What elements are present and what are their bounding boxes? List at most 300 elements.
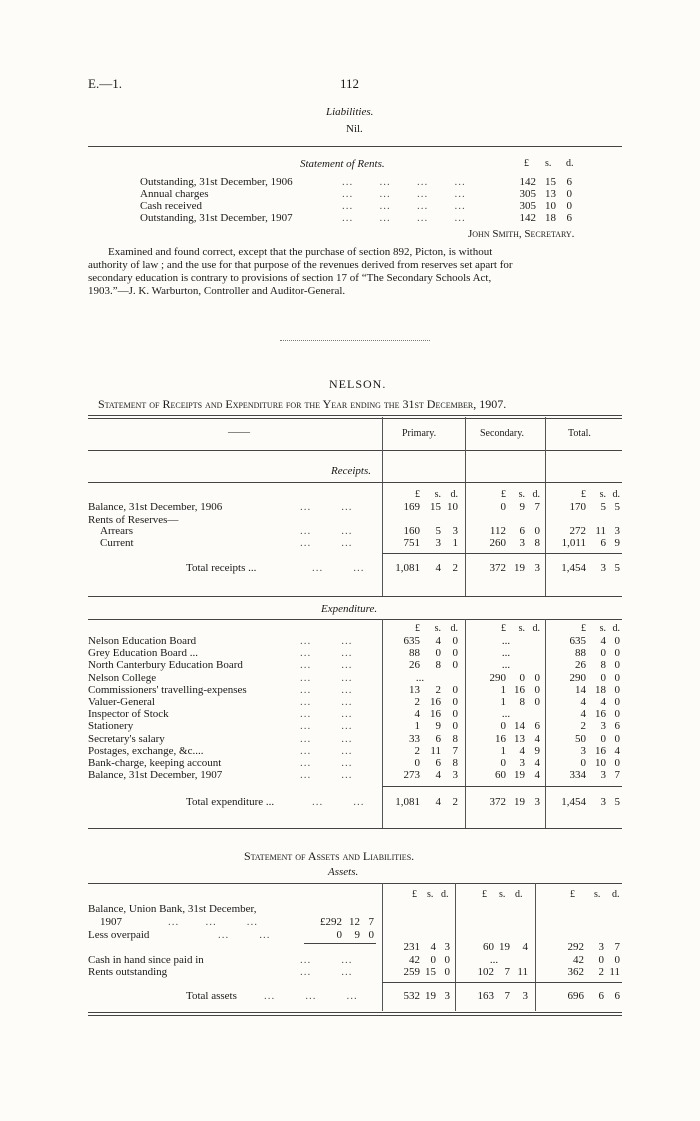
receipts-row-label: Rents of Reserves— <box>88 514 179 526</box>
expenditure-row-label: Balance, 31st December, 1907 <box>88 769 223 782</box>
receipts-total-pounds: 272 <box>569 525 586 537</box>
rents-col-shillings: s. <box>545 158 552 169</box>
auditor-note-line1: Examined and found correct, except that the purchase of section 892, Picton, is without <box>108 246 493 258</box>
auditor-note-line3: secondary education is contrary to provisions of section 17 of “The Secondary Schools Act, <box>88 272 492 284</box>
expenditure-row-label: Valuer-General <box>88 696 155 708</box>
receipts-row-label: Arrears <box>100 525 133 537</box>
expenditure-total-pence: 0 <box>614 647 620 660</box>
rents-row-label: Annual charges <box>140 188 209 200</box>
expenditure-secondary-pence: 0 <box>534 683 540 696</box>
liabilities-heading: Liabilities. <box>326 106 374 118</box>
receipts-total-secondary-pounds: 372 <box>489 562 506 574</box>
expenditure-total-pounds: 334 <box>569 769 586 782</box>
rents-row-pence: 0 <box>566 188 572 200</box>
expenditure-total-secondary-shillings: 19 <box>514 796 525 808</box>
expenditure-secondary-pounds: 1 <box>500 683 506 696</box>
receipts-row-dots: ... ... <box>300 501 353 513</box>
assets-total-shillings: 0 <box>598 954 604 966</box>
receipts-row-label: Current <box>100 537 134 549</box>
rents-row-shillings: 15 <box>545 176 556 188</box>
expenditure-primary-pence: 0 <box>452 683 458 696</box>
assets-total-dots: ... ... ... <box>264 990 358 1002</box>
receipts-s-shillings-symbol: s. <box>518 489 525 500</box>
expenditure-total-pence: 4 <box>614 744 620 757</box>
expenditure-secondary-pence: 4 <box>534 732 540 745</box>
receipts-total-pounds: 170 <box>569 501 586 513</box>
assets-total-secondary-pence: 3 <box>522 990 528 1002</box>
expenditure-total-shillings: 10 <box>595 757 606 769</box>
assets-total-pence: 7 <box>614 941 620 953</box>
expenditure-total-shillings: 0 <box>600 647 606 660</box>
assets-total-total-shillings: 6 <box>598 990 604 1002</box>
expenditure-total-total-pounds: 1,454 <box>561 796 586 808</box>
receipts-total-primary-pence: 2 <box>452 562 458 574</box>
assets-heading: Assets. <box>328 866 359 878</box>
expenditure-total-shillings: 4 <box>600 696 606 708</box>
expenditure-row-label: Inspector of Stock <box>88 708 169 721</box>
assets-less-dots: ... ... <box>218 929 271 941</box>
assets-total-pounds: 362 <box>567 966 584 978</box>
expenditure-primary-pence: 8 <box>452 757 458 769</box>
page-bottom-rule <box>88 1012 622 1016</box>
assets-total-pence: 0 <box>614 954 620 966</box>
assets-total-pounds: 42 <box>573 954 584 966</box>
expenditure-row-label: Bank-charge, keeping account <box>88 757 222 769</box>
assets-row-label: Cash in hand since paid in <box>88 954 204 966</box>
receipts-row-dots: ... ... <box>300 525 353 537</box>
auditor-note-line2: authority of law ; and the use for that purpose of the revenues derived from reserves set apart for <box>88 259 513 271</box>
assets-primary-pounds: 259 <box>403 966 420 978</box>
rents-row-pence: 0 <box>566 200 572 212</box>
assets-total-label: Total assets <box>186 990 237 1002</box>
receipts-s-pence-symbol: d. <box>532 489 540 500</box>
expenditure-row-label: Commissioners' travelling-expenses <box>88 683 247 696</box>
expenditure-secondary-pence: 0 <box>534 696 540 708</box>
expenditure-total-pence: 0 <box>614 696 620 708</box>
expenditure-secondary-pounds: ... <box>501 659 511 672</box>
expenditure-total-total-pence: 5 <box>614 796 620 808</box>
receipts-total-rule <box>382 553 622 554</box>
expenditure-total-total-shillings: 3 <box>600 796 606 808</box>
assets-primary-pence: 3 <box>444 941 450 953</box>
col-primary: Primary. <box>402 428 437 439</box>
rents-row-label: Outstanding, 31st December, 1907 <box>140 212 293 224</box>
assets-primary-pence: 0 <box>444 966 450 978</box>
expenditure-primary-pounds: 1 <box>414 720 420 733</box>
expenditure-total-rule <box>382 786 622 787</box>
expenditure-row-dots: ... ... <box>300 708 353 721</box>
nelson-subtitle: Statement of Receipts and Expenditure for the Year ending the 31st December, 1907. <box>98 397 507 411</box>
expenditure-bottom-rule <box>88 828 622 829</box>
expenditure-t-pence-symbol: d. <box>612 623 620 634</box>
expenditure-total-shillings: 3 <box>600 769 606 782</box>
assets-total-total-pounds: 696 <box>567 990 584 1002</box>
assets-less-pounds: 0 <box>336 929 342 941</box>
expenditure-row-dots: ... ... <box>300 647 353 660</box>
expenditure-total-pence: 0 <box>614 732 620 745</box>
expenditure-row <box>0 733 700 746</box>
receipts-total-primary-pounds: 1,081 <box>395 562 420 574</box>
expenditure-heading: Expenditure. <box>321 603 378 615</box>
expenditure-row-dots: ... ... <box>300 757 353 769</box>
expenditure-primary-pounds: 13 <box>409 683 420 696</box>
expenditure-secondary-pounds: 60 <box>495 769 506 782</box>
expenditure-row <box>0 708 700 721</box>
expenditure-total-pence: 0 <box>614 683 620 696</box>
liabilities-value: Nil. <box>346 123 363 135</box>
assets-total-shillings: 3 <box>598 941 604 953</box>
receipts-total-total-pence: 5 <box>614 562 620 574</box>
receipts-total-row <box>0 562 700 575</box>
expenditure-secondary-shillings: 16 <box>514 683 525 696</box>
table-top-rule <box>88 415 622 419</box>
header-bottom-rule <box>88 450 622 451</box>
rents-row-shillings: 13 <box>545 188 556 200</box>
receipts-t-pounds-symbol: £ <box>581 489 586 500</box>
receipts-bottom-rule <box>88 596 622 597</box>
expenditure-row <box>0 769 700 782</box>
expenditure-total-pounds: 290 <box>569 671 586 684</box>
receipts-total-pence: 5 <box>614 501 620 513</box>
expenditure-primary-pence: 0 <box>452 708 458 721</box>
rents-row-pounds: 142 <box>519 212 536 224</box>
assets-top-rule <box>88 883 622 884</box>
receipts-secondary-pence: 8 <box>534 537 540 549</box>
expenditure-secondary-pounds: 1 <box>500 696 506 708</box>
expenditure-row-dots: ... ... <box>300 720 353 733</box>
assets-s-pounds: £ <box>482 889 487 900</box>
rule-top <box>88 146 622 147</box>
receipts-row-dots: ... ... <box>300 537 353 549</box>
expenditure-heading-rule <box>88 619 622 620</box>
expenditure-t-pounds-symbol: £ <box>581 623 586 634</box>
assets-title: Statement of Assets and Liabilities. <box>244 849 415 863</box>
expenditure-row-dots: ... ... <box>300 769 353 782</box>
assets-secondary-pounds: ... <box>489 954 499 966</box>
expenditure-primary-pounds: 2 <box>414 744 420 757</box>
expenditure-primary-shillings: 4 <box>435 635 441 647</box>
page-number: 112 <box>340 76 360 91</box>
receipts-secondary-pence: 0 <box>534 525 540 537</box>
nelson-heading: NELSON. <box>329 377 387 391</box>
expenditure-primary-shillings: 16 <box>430 708 441 721</box>
expenditure-primary-pence: 8 <box>452 732 458 745</box>
expenditure-secondary-pence: 9 <box>534 744 540 757</box>
expenditure-row-label: Grey Education Board ... <box>88 647 198 660</box>
assets-total-primary-shillings: 19 <box>425 990 436 1002</box>
expenditure-total-row <box>0 796 700 809</box>
page-ref: E.—1. <box>88 76 122 91</box>
expenditure-secondary-pounds: 1 <box>500 744 506 757</box>
assets-year-dots: ... ... ... <box>168 916 258 928</box>
expenditure-s-shillings-symbol: s. <box>518 623 525 634</box>
expenditure-secondary-pounds: ... <box>501 635 511 647</box>
assets-balance-year: 1907 <box>100 916 122 928</box>
expenditure-total-secondary-pence: 3 <box>534 796 540 808</box>
expenditure-primary-pence: 0 <box>452 635 458 647</box>
receipts-s-pounds-symbol: £ <box>501 489 506 500</box>
auditor-note-line4: 1903.”—J. K. Warburton, Controller and Auditor-General. <box>88 285 346 297</box>
expenditure-row-label: Nelson Education Board <box>88 635 197 647</box>
label-column-dash: —— <box>228 426 250 438</box>
expenditure-primary-pounds: 88 <box>409 647 420 660</box>
expenditure-primary-pence: 0 <box>452 647 458 660</box>
expenditure-p-pounds-symbol: £ <box>415 623 420 634</box>
expenditure-secondary-shillings: 4 <box>519 744 525 757</box>
assets-secondary-pence: 4 <box>522 941 528 953</box>
expenditure-row <box>0 720 700 733</box>
expenditure-primary-pounds: 33 <box>409 732 420 745</box>
expenditure-secondary-pounds: ... <box>501 708 511 721</box>
expenditure-secondary-pence: 6 <box>534 720 540 733</box>
expenditure-primary-pounds: 273 <box>403 769 420 782</box>
receipts-secondary-pounds: 0 <box>500 501 506 513</box>
receipts-secondary-shillings: 6 <box>519 525 525 537</box>
receipts-secondary-shillings: 3 <box>519 537 525 549</box>
expenditure-primary-pounds: 0 <box>414 757 420 769</box>
assets-row <box>0 941 700 954</box>
receipts-heading: Receipts. <box>331 465 372 477</box>
col-total: Total. <box>568 428 591 439</box>
short-divider <box>280 340 430 341</box>
expenditure-primary-shillings: 9 <box>435 720 441 733</box>
receipts-primary-pence: 1 <box>452 537 458 549</box>
assets-row-label: Rents outstanding <box>88 966 168 978</box>
expenditure-total-shillings: 16 <box>595 708 606 721</box>
expenditure-total-pence: 0 <box>614 757 620 769</box>
expenditure-secondary-pounds: 0 <box>500 720 506 733</box>
receipts-primary-shillings: 5 <box>435 525 441 537</box>
assets-gross-pence: 7 <box>368 916 374 928</box>
expenditure-primary-pence: 0 <box>452 659 458 672</box>
receipts-p-pounds-symbol: £ <box>415 489 420 500</box>
receipts-p-shillings-symbol: s. <box>434 489 441 500</box>
expenditure-secondary-shillings: 13 <box>514 732 525 745</box>
expenditure-secondary-shillings: 3 <box>519 757 525 769</box>
receipts-secondary-pence: 7 <box>534 501 540 513</box>
expenditure-primary-shillings: 11 <box>430 744 441 757</box>
assets-gross-shillings: 12 <box>349 916 360 928</box>
assets-total-pence: 11 <box>609 966 620 978</box>
receipts-secondary-pounds: 112 <box>489 525 506 537</box>
expenditure-row <box>0 696 700 709</box>
receipts-total-total-pounds: 1,454 <box>561 562 586 574</box>
assets-p-pounds: £ <box>412 889 417 900</box>
expenditure-total-primary-shillings: 4 <box>435 796 441 808</box>
expenditure-t-shillings-symbol: s. <box>599 623 606 634</box>
rents-row-label: Cash received <box>140 200 202 212</box>
assets-primary-shillings: 15 <box>425 966 436 978</box>
assets-total-primary-pounds: 532 <box>403 990 420 1002</box>
assets-less-pence: 0 <box>368 929 374 941</box>
expenditure-primary-shillings: 6 <box>435 757 441 769</box>
expenditure-row-dots: ... ... <box>300 635 353 647</box>
expenditure-total-pence: 0 <box>614 635 620 647</box>
expenditure-p-shillings-symbol: s. <box>434 623 441 634</box>
expenditure-primary-pence: 7 <box>452 744 458 757</box>
expenditure-primary-shillings: 2 <box>435 683 441 696</box>
assets-s-shillings: s. <box>499 889 506 900</box>
expenditure-total-pounds: 26 <box>575 659 586 672</box>
expenditure-row-dots: ... ... <box>300 732 353 745</box>
expenditure-row-dots: ... ... <box>300 696 353 708</box>
expenditure-total-shillings: 0 <box>600 732 606 745</box>
receipts-primary-pence: 10 <box>447 501 458 513</box>
expenditure-row-dots: ... ... <box>300 671 353 684</box>
expenditure-total-shillings: 8 <box>600 659 606 672</box>
expenditure-secondary-pence: 0 <box>534 671 540 684</box>
expenditure-total-shillings: 16 <box>595 744 606 757</box>
receipts-row <box>0 537 700 550</box>
receipts-total-label: Total receipts ... <box>186 562 257 574</box>
expenditure-primary-pence: 0 <box>452 720 458 733</box>
expenditure-secondary-pounds: 0 <box>500 757 506 769</box>
assets-row <box>0 966 700 979</box>
expenditure-s-pounds-symbol: £ <box>501 623 506 634</box>
expenditure-total-pounds: 88 <box>575 647 586 660</box>
expenditure-row-label: Stationery <box>88 720 134 733</box>
expenditure-total-pounds: 4 <box>580 696 586 708</box>
rents-row-shillings: 18 <box>545 212 556 224</box>
col-secondary: Secondary. <box>480 428 525 439</box>
expenditure-primary-shillings: 16 <box>430 696 441 708</box>
rents-row <box>0 212 700 225</box>
expenditure-row <box>0 672 700 685</box>
rents-row-pounds: 142 <box>519 176 536 188</box>
assets-total-primary-pence: 3 <box>444 990 450 1002</box>
receipts-total-pence: 9 <box>614 537 620 549</box>
expenditure-row-label: Secretary's salary <box>88 732 165 745</box>
receipts-total-shillings: 11 <box>595 525 606 537</box>
assets-p-pence: d. <box>441 889 449 900</box>
expenditure-total-shillings: 3 <box>600 720 606 733</box>
assets-secondary-pence: 11 <box>517 966 528 978</box>
assets-s-pence: d. <box>515 889 523 900</box>
expenditure-secondary-pounds: 16 <box>495 732 506 745</box>
expenditure-total-primary-pence: 2 <box>452 796 458 808</box>
expenditure-total-secondary-pounds: 372 <box>489 796 506 808</box>
rents-col-pounds: £ <box>524 158 529 169</box>
expenditure-secondary-pounds: 290 <box>489 671 506 684</box>
expenditure-primary-shillings: 0 <box>435 647 441 660</box>
expenditure-primary-pounds: 26 <box>409 659 420 672</box>
expenditure-row-dots: ... ... <box>300 659 353 672</box>
assets-total-row <box>0 990 700 1003</box>
receipts-primary-shillings: 15 <box>430 501 441 513</box>
expenditure-primary-pounds: 2 <box>414 696 420 708</box>
expenditure-row <box>0 684 700 697</box>
assets-t-pence: d. <box>612 889 620 900</box>
expenditure-secondary-shillings: 19 <box>514 769 525 782</box>
expenditure-row-dots: ... ... <box>300 744 353 757</box>
assets-secondary-shillings: 7 <box>504 966 510 978</box>
rents-row-dots: ... ... ... ... <box>342 188 466 200</box>
expenditure-primary-pounds: 635 <box>403 635 420 647</box>
rents-row-pence: 6 <box>566 176 572 188</box>
assets-secondary-shillings: 19 <box>499 941 510 953</box>
expenditure-primary-pounds: 4 <box>414 708 420 721</box>
expenditure-row-label: Nelson College <box>88 671 157 684</box>
expenditure-row <box>0 647 700 660</box>
expenditure-total-pence: 0 <box>614 659 620 672</box>
receipts-total-pence: 3 <box>614 525 620 537</box>
assets-less-shillings: 9 <box>354 929 360 941</box>
assets-primary-pounds: 231 <box>403 941 420 953</box>
receipts-total-pounds: 1,011 <box>561 537 586 549</box>
assets-total-shillings: 2 <box>598 966 604 978</box>
assets-total-secondary-pounds: 163 <box>477 990 494 1002</box>
expenditure-total-pence: 7 <box>614 769 620 782</box>
rents-row-shillings: 10 <box>545 200 556 212</box>
expenditure-row <box>0 635 700 648</box>
receipts-primary-pounds: 751 <box>403 537 420 549</box>
receipts-total-primary-shillings: 4 <box>435 562 441 574</box>
rents-signature: John Smith, Secretary. <box>468 228 575 240</box>
expenditure-total-pence: 0 <box>614 671 620 684</box>
assets-total-top-rule <box>382 982 622 983</box>
assets-total-total-pence: 6 <box>614 990 620 1002</box>
expenditure-total-pence: 0 <box>614 708 620 721</box>
receipts-primary-pounds: 169 <box>403 501 420 513</box>
receipts-t-pence-symbol: d. <box>612 489 620 500</box>
assets-t-pounds: £ <box>570 889 575 900</box>
rents-row-dots: ... ... ... ... <box>342 212 466 224</box>
expenditure-primary-shillings: 6 <box>435 732 441 745</box>
expenditure-secondary-shillings: 14 <box>514 720 525 733</box>
receipts-heading-rule <box>88 482 622 483</box>
expenditure-row-dots: ... ... <box>300 683 353 696</box>
assets-secondary-pounds: 60 <box>483 941 494 953</box>
assets-t-shillings: s. <box>594 889 601 900</box>
receipts-total-secondary-pence: 3 <box>534 562 540 574</box>
rents-row-pence: 6 <box>566 212 572 224</box>
rents-row-dots: ... ... ... ... <box>342 176 466 188</box>
receipts-total-shillings: 6 <box>600 537 606 549</box>
receipts-total-dots: ... ... <box>312 562 365 574</box>
expenditure-row <box>0 745 700 758</box>
expenditure-primary-pounds: ... <box>415 671 425 684</box>
assets-secondary-pounds: 102 <box>477 966 494 978</box>
expenditure-secondary-pence: 4 <box>534 769 540 782</box>
expenditure-total-shillings: 18 <box>595 683 606 696</box>
assets-balance-label: Balance, Union Bank, 31st December, <box>88 903 257 915</box>
assets-row-dots: ... ... <box>300 966 353 978</box>
expenditure-secondary-pounds: ... <box>501 647 511 660</box>
expenditure-total-pounds: 50 <box>575 732 586 745</box>
expenditure-total-pounds: 3 <box>580 744 586 757</box>
receipts-secondary-shillings: 9 <box>519 501 525 513</box>
receipts-primary-pence: 3 <box>452 525 458 537</box>
assets-primary-pounds: 42 <box>409 954 420 966</box>
rents-row-pounds: 305 <box>519 200 536 212</box>
assets-primary-shillings: 4 <box>430 941 436 953</box>
expenditure-row <box>0 659 700 672</box>
receipts-p-pence-symbol: d. <box>450 489 458 500</box>
expenditure-total-pounds: 14 <box>575 683 586 696</box>
expenditure-total-pence: 6 <box>614 720 620 733</box>
expenditure-total-shillings: 0 <box>600 671 606 684</box>
receipts-total-total-shillings: 3 <box>600 562 606 574</box>
expenditure-row-label: Postages, exchange, &c.... <box>88 744 204 757</box>
expenditure-secondary-pence: 4 <box>534 757 540 769</box>
expenditure-total-pounds: 0 <box>580 757 586 769</box>
expenditure-total-dots: ... ... <box>312 796 365 808</box>
expenditure-total-pounds: 4 <box>580 708 586 721</box>
expenditure-primary-shillings: 8 <box>435 659 441 672</box>
expenditure-total-label: Total expenditure ... <box>186 796 275 808</box>
expenditure-total-pounds: 635 <box>569 635 586 647</box>
expenditure-primary-pence: 3 <box>452 769 458 782</box>
